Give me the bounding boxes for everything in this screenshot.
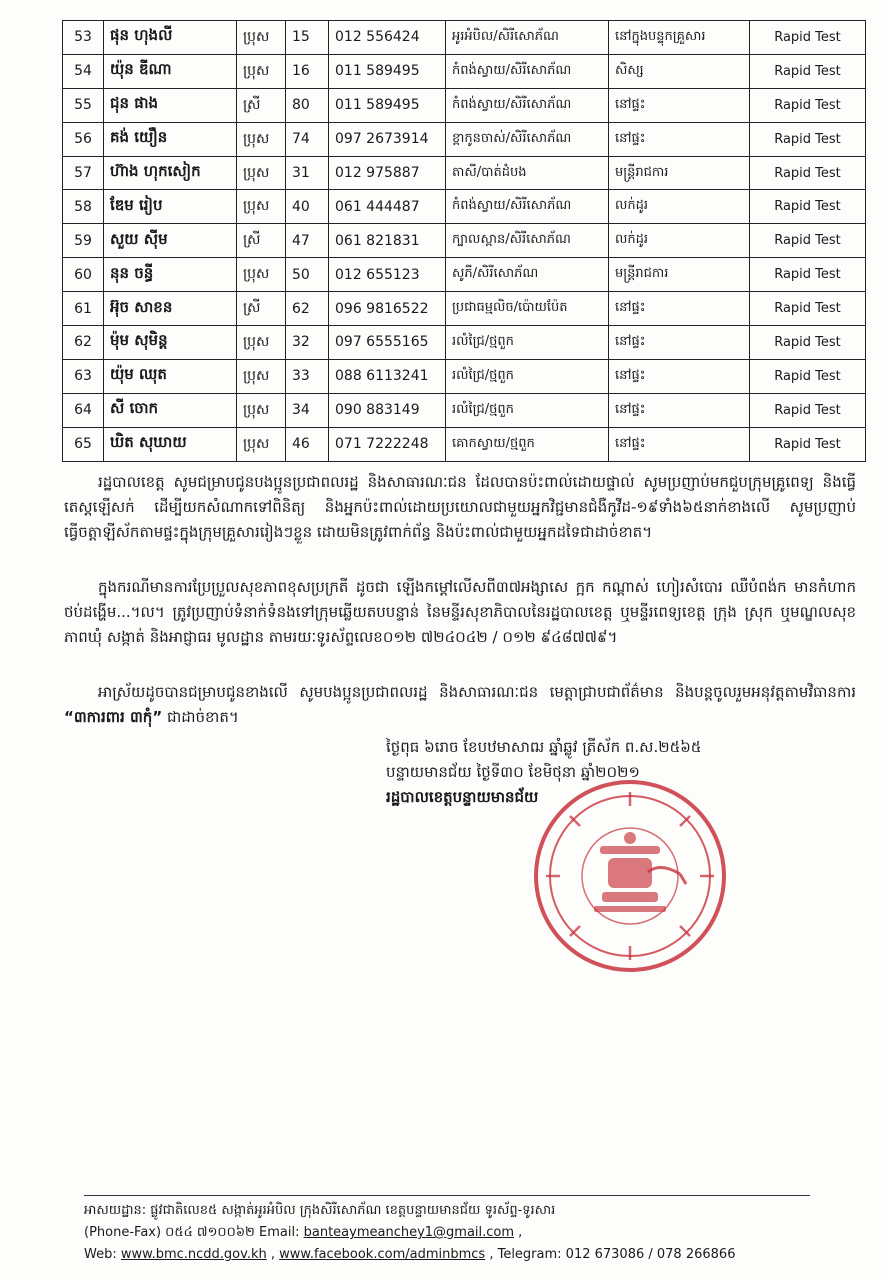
notice-text-1: រដ្ឋបាលខេត្ត សូមជម្រាបជូនបងប្អូនប្រជាពលរដ្ឋ និងសាធារណៈជន ដែលបានប៉ះពាល់ដោយផ្ទាល់ សូមប្រញាប់មកជួបក្រុមគ្រូពេទ្យ និងធ្វើតេស្តឡើសក់ ដើម្បីយកសំណាកទៅពិនិត្យ និងអ្នកប៉ះពាល់ដោយប្រយោលជាមួយអ្នកវិជ្ជមានជំងឺកូវីដ-១៩ទាំង៦៥នាក់ខាងលើ សូមប្រញាប់ធ្វើចត្តាឡីស័កតាមផ្ទះក្នុងក្រុមគ្រួសាររៀងៗខ្លួន ដោយមិនត្រូវពាក់ព័ន្ធ និងប៉ះពាល់ជាមួយអ្នកដទៃជាដាច់ខាត។ [64,473,856,541]
address-cell: រលំជ្រៃ/ថ្មពួក [446,393,609,427]
address-cell: រលំជ្រៃ/ថ្មពួក [446,326,609,360]
notice-text-3-end: ជាដាច់ខាត។ [162,708,239,726]
case-number-cell: 56 [63,122,104,156]
person-name-cell: ឃិត សុឃាយ [104,427,237,461]
phone-number-cell: 088 6113241 [329,359,446,393]
sex-cell: ប្រុស [237,359,286,393]
sex-cell: ប្រុស [237,21,286,55]
notice-slogan: “៣ការពារ ៣កុំ” [64,708,163,726]
age-cell: 32 [286,326,329,360]
case-number-cell: 64 [63,393,104,427]
occupation-cell: មន្ត្រីរាជការ [609,156,750,190]
occupation-cell: មន្ត្រីរាជការ [609,258,750,292]
signing-authority: រដ្ឋបាលខេត្តបន្ទាយមានជ័យ [386,788,539,806]
sex-cell: ស្រី [237,224,286,258]
person-name-cell: ឌែម រៀប [104,190,237,224]
case-list-body [63,21,866,462]
notice-text-3-start: អាស្រ័យដូចបានជម្រាបជូនខាងលើ សូមបងប្អូនប្រជាពលរដ្ឋ និងសាធារណៈជន មេត្តាជ្រាបជាព័ត៌មាន និងបន្តចូលរួមអនុវត្តតាមវិធានការ [98,683,856,701]
occupation-cell: នៅផ្ទះ [609,326,750,360]
footer-contact [84,1200,824,1266]
address-cell: ក្បាលស្ពាន/សិរីសោភ័ណ [446,224,609,258]
person-name-cell: ហ៊ាង ហុកសៀក [104,156,237,190]
address-cell: កំពង់ស្វាយ/សិរីសោភ័ណ [446,190,609,224]
test-type-cell: Rapid Test [750,393,866,427]
case-number-cell: 55 [63,88,104,122]
person-name-cell: ម៉ុម សុមិន្ត [104,326,237,360]
notice-paragraph-3 [64,680,856,730]
notice-paragraph-1 [64,470,856,545]
table-row [63,88,866,122]
case-number-cell: 54 [63,54,104,88]
occupation-cell: លក់ដូរ [609,224,750,258]
case-number-cell: 60 [63,258,104,292]
person-name-cell: សួយ ស៊ីម [104,224,237,258]
test-type-cell: Rapid Test [750,156,866,190]
occupation-cell: នៅផ្ទះ [609,88,750,122]
sex-cell: ប្រុស [237,326,286,360]
age-cell: 33 [286,359,329,393]
case-number-cell: 58 [63,190,104,224]
address-cell: អូរអំបិល/សិរីសោភ័ណ [446,21,609,55]
case-number-cell: 61 [63,292,104,326]
phone-number-cell: 097 2673914 [329,122,446,156]
table-row [63,54,866,88]
case-number-cell: 62 [63,326,104,360]
phone-number-cell: 097 6555165 [329,326,446,360]
footer-telegram: Telegram: 012 673086 / 078 266866 [497,1247,736,1262]
address-cell: កំពង់ស្វាយ/សិរីសោភ័ណ [446,54,609,88]
phone-number-cell: 090 883149 [329,393,446,427]
sex-cell: ប្រុស [237,393,286,427]
case-number-cell: 59 [63,224,104,258]
test-type-cell: Rapid Test [750,21,866,55]
test-type-cell: Rapid Test [750,190,866,224]
case-number-cell: 57 [63,156,104,190]
test-type-cell: Rapid Test [750,88,866,122]
address-cell: ខ្ពាកូនចាស់/សិរីសោភ័ណ [446,122,609,156]
phone-number-cell: 011 589495 [329,54,446,88]
footer-phone-fax: (Phone-Fax) ០៥៤ ៧១០០៦២ Email: [84,1225,300,1240]
table-row [63,190,866,224]
footer-phone-email-line: (Phone-Fax) ០៥៤ ៧១០០៦២ Email: banteaymeanchey1@gmail.com , [84,1225,523,1240]
age-cell: 46 [286,427,329,461]
table-row [63,156,866,190]
occupation-cell: នៅផ្ទះ [609,359,750,393]
case-list-table [62,20,866,462]
case-number-cell: 53 [63,21,104,55]
case-number-cell: 65 [63,427,104,461]
phone-number-cell: 012 655123 [329,258,446,292]
occupation-cell: សិស្ស [609,54,750,88]
person-name-cell: អ៊ុច សាខន [104,292,237,326]
sex-cell: ប្រុស [237,427,286,461]
person-name-cell: យ៉ុន ឌីណា [104,54,237,88]
table-row [63,427,866,461]
table-row [63,292,866,326]
address-cell: កំពង់ស្វាយ/សិរីសោភ័ណ [446,88,609,122]
lunar-date: ថ្ងៃពុធ ៦រោច ខែបឋមាសាឍ ឆ្នាំឆ្លូវ ត្រីស័ក ព.ស.២៥៦៥ [386,738,702,756]
footer-divider [84,1195,810,1196]
occupation-cell: នៅផ្ទះ [609,393,750,427]
person-name-cell: ផុន ហុងលី [104,21,237,55]
age-cell: 16 [286,54,329,88]
test-type-cell: Rapid Test [750,359,866,393]
age-cell: 80 [286,88,329,122]
address-cell: រលំជ្រៃ/ថ្មពួក [446,359,609,393]
sex-cell: ប្រុស [237,190,286,224]
footer-web-line: Web: www.bmc.ncdd.gov.kh , www.facebook.com/adminbmcs , Telegram: 012 673086 / 078 266866 [84,1247,736,1262]
occupation-cell: នៅផ្ទះ [609,427,750,461]
occupation-cell: នៅផ្ទះ [609,292,750,326]
occupation-cell: លក់ដូរ [609,190,750,224]
age-cell: 50 [286,258,329,292]
test-type-cell: Rapid Test [750,54,866,88]
phone-number-cell: 096 9816522 [329,292,446,326]
person-name-cell: សី ចោក [104,393,237,427]
age-cell: 40 [286,190,329,224]
person-name-cell: ជុន ផាង [104,88,237,122]
sex-cell: ស្រី [237,88,286,122]
phone-number-cell: 071 7222248 [329,427,446,461]
age-cell: 31 [286,156,329,190]
phone-number-cell: 012 975887 [329,156,446,190]
address-cell: សូភី/សិរីសោភ័ណ [446,258,609,292]
phone-number-cell: 011 589495 [329,88,446,122]
age-cell: 47 [286,224,329,258]
address-cell: តាសី/បាត់ដំបង [446,156,609,190]
occupation-cell: នៅក្នុងបន្ទុកគ្រួសារ [609,21,750,55]
phone-number-cell: 012 556424 [329,21,446,55]
test-type-cell: Rapid Test [750,292,866,326]
official-seal-icon [530,776,730,976]
test-type-cell: Rapid Test [750,258,866,292]
test-type-cell: Rapid Test [750,427,866,461]
notice-text-3 [64,680,856,730]
sex-cell: ប្រុស [237,54,286,88]
person-name-cell: នុន ចន្ធី [104,258,237,292]
footer-email-link[interactable]: banteaymeanchey1@gmail.com [303,1225,515,1240]
test-type-cell: Rapid Test [750,122,866,156]
table-row [63,224,866,258]
sex-cell: ប្រុស [237,122,286,156]
table-row [63,258,866,292]
table-row [63,21,866,55]
age-cell: 74 [286,122,329,156]
phone-number-cell: 061 821831 [329,224,446,258]
age-cell: 34 [286,393,329,427]
age-cell: 15 [286,21,329,55]
test-type-cell: Rapid Test [750,224,866,258]
case-number-cell: 63 [63,359,104,393]
footer-website-link[interactable]: www.bmc.ncdd.gov.kh [120,1247,267,1262]
table-row [63,122,866,156]
footer-facebook-link[interactable]: www.facebook.com/adminbmcs [279,1247,486,1262]
notice-text-2: ក្នុងករណីមានការប្រែប្រួលសុខភាពខុសប្រក្រតី ដូចជា ឡើងកម្តៅលើសពី៣៧អង្សាសេ ក្អក កណ្តាស់ ហៀរសំបោរ ឈឺបំពង់ក មានកំហាក ថប់ដង្ហើម...។ល។ ត្រូវប្រញាប់ទំនាក់ទំនងទៅក្រុមឆ្លើយតបបន្ទាន់ នៃមន្ទីរសុខាភិបាលនៃរដ្ឋបាលខេត្ត ឬមន្ទីរពេទ្យខេត្ត ក្រុង ស្រុក ឬមណ្ឌលសុខភាពឃុំ សង្កាត់ និងអាជ្ញាធរ មូលដ្ឋាន តាមរយៈទូរស័ព្ទលេខ០១២ ៧២៤០៤២ / ០១២ ៩៤៨៧៧៩។ [64,578,856,646]
person-name-cell: យ៉ុម ឈុត [104,359,237,393]
notice-paragraph-2 [64,575,856,650]
person-name-cell: គង់ យឿន [104,122,237,156]
table-row [63,393,866,427]
age-cell: 62 [286,292,329,326]
address-cell: គោកស្វាយ/ថ្មពួក [446,427,609,461]
sex-cell: ប្រុស [237,258,286,292]
sex-cell: ស្រី [237,292,286,326]
table-row [63,326,866,360]
address-cell: ប្រជាធម្មលិច/ប៉ោយប៉ែត [446,292,609,326]
phone-number-cell: 061 444487 [329,190,446,224]
table-row [63,359,866,393]
solar-date: បន្ទាយមានជ័យ ថ្ងៃទី៣០ ខែមិថុនា ឆ្នាំ២០២១ [386,763,640,781]
sex-cell: ប្រុស [237,156,286,190]
occupation-cell: នៅផ្ទះ [609,122,750,156]
test-type-cell: Rapid Test [750,326,866,360]
footer-address: អាសយដ្ឋាន: ផ្លូវជាតិលេខ៥ សង្កាត់អូរអំបិល ក្រុងសិរីសោភ័ណ ខេត្តបន្ទាយមានជ័យ ទូរស័ព្ទ-ទូរសារ [84,1203,556,1218]
footer-web-label: Web: [84,1247,117,1262]
